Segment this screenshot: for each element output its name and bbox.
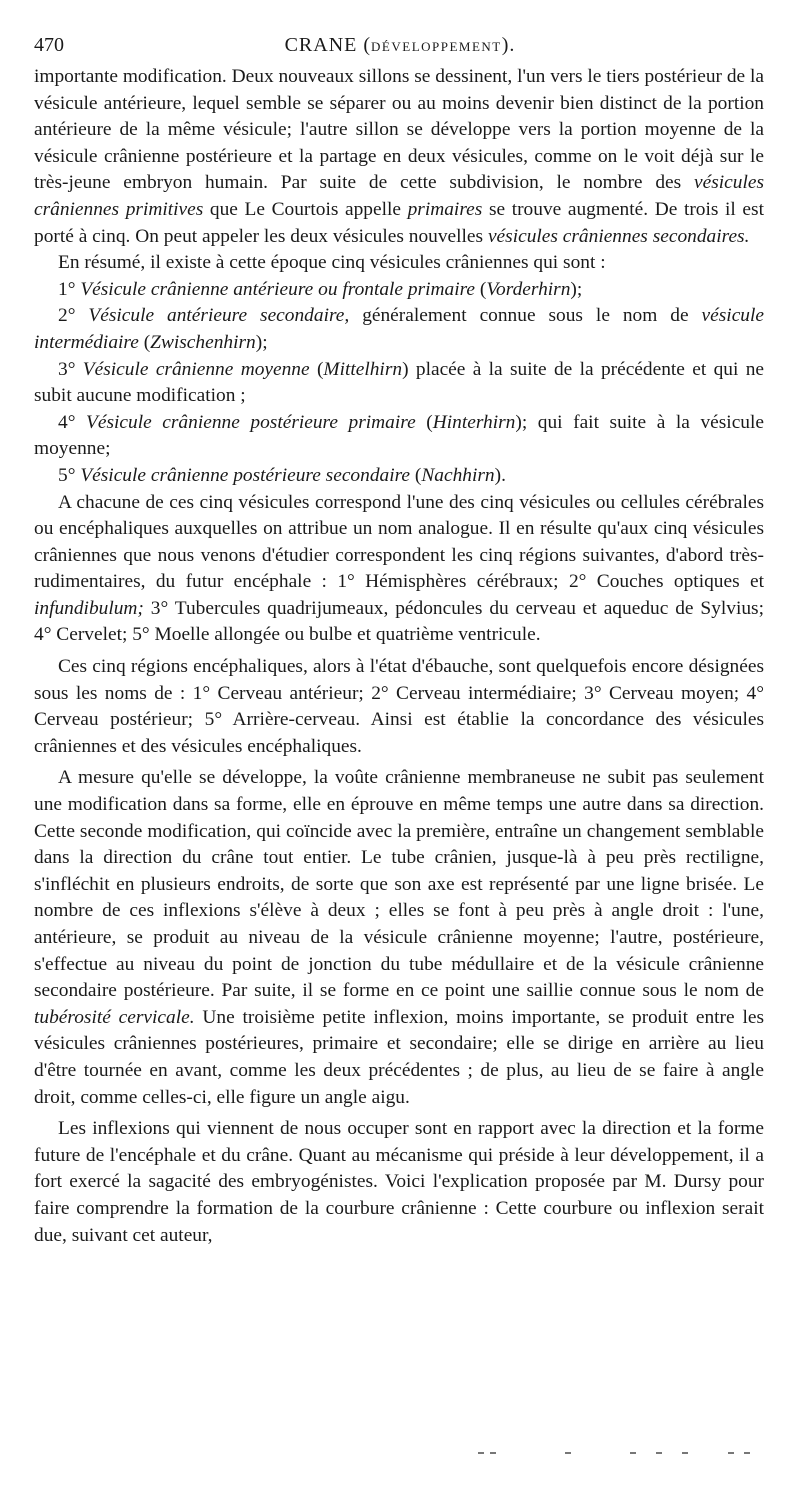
text-run: ; qui fait suite à la vésicule moyenne; bbox=[34, 411, 764, 460]
text-run: ; bbox=[576, 278, 583, 300]
page-number: 470 bbox=[34, 34, 64, 56]
print-mark bbox=[630, 1452, 636, 1454]
running-title bbox=[34, 30, 766, 62]
list-number: 4° bbox=[58, 411, 76, 433]
text-run: ; bbox=[262, 331, 268, 353]
vesicle-name: Vésicule antérieure secondaire, bbox=[88, 305, 350, 327]
list-number: 3° bbox=[58, 358, 76, 380]
term-primaires: primaires bbox=[407, 198, 483, 220]
print-marks bbox=[470, 1452, 790, 1456]
term-infundibulum: infundibulum; bbox=[34, 597, 144, 619]
print-mark bbox=[744, 1452, 750, 1454]
text-run: se trouve augmenté. De trois il est porté à cinq. On peut appeler les deux vésicules nouvelles bbox=[34, 198, 764, 247]
list-item-5: 5° Vésicule crânienne postérieure secondaire (Nachhirn). bbox=[58, 464, 506, 486]
german-term: Vorderhirn bbox=[486, 278, 571, 300]
text-run: A chacune de ces cinq vésicules correspond l'une des cinq vésicules ou cellules cérébrales ou encéphaliques auxquelles on attribue un nom analogue. Il en résulte qu'aux cinq vésicules crâniennes que nous venons d'étudier correspondent les cinq régions suivantes, d'abord très-rudimentaires, du futur encéphale : 1° Hémisphères cérébraux; 2° Couches optiques et bbox=[34, 491, 764, 593]
paragraph-inflexions bbox=[34, 765, 764, 1111]
term-secondary-vesicles: vésicules crâniennes secondaires. bbox=[487, 225, 750, 247]
text-run: . bbox=[501, 464, 506, 486]
list-number: 2° bbox=[58, 305, 76, 327]
list-number: 1° bbox=[58, 278, 76, 300]
vesicle-name: Vésicule crânienne postérieure secondaire bbox=[80, 464, 411, 486]
print-mark bbox=[682, 1452, 688, 1454]
running-header bbox=[34, 30, 766, 60]
german-term: Nachhirn bbox=[421, 464, 495, 486]
body-text bbox=[34, 64, 764, 1249]
paragraph-subdivision bbox=[34, 64, 764, 250]
running-title-main: CRANE ( bbox=[284, 34, 372, 56]
paragraph-summary: En résumé, il existe à cette époque cinq vésicules crâniennes qui sont : bbox=[58, 252, 606, 274]
list-item-2: 2° Vésicule antérieure secondaire, généralement connue sous le nom de vésicule intermédiaire (Zwischenhirn); bbox=[34, 305, 764, 353]
term-tuberosite-cervicale: tubérosité cervicale. bbox=[34, 1006, 195, 1028]
list-number: 5° bbox=[58, 464, 76, 486]
print-mark bbox=[490, 1452, 496, 1454]
text-run: Une troisième petite inflexion, moins importante, se produit entre les vésicules crâniennes postérieures, primaire et secondaire; elle se dirige en arrière au lieu d'être tournée en avant, comme les deux précédentes ; de plus, au lieu de se faire à angle droit, comme celles-ci, elle figure un angle aigu. bbox=[34, 1006, 764, 1108]
text-run: A mesure qu'elle se développe, la voûte crânienne membraneuse ne subit pas seulement une modification dans sa forme, elle en éprouve en même temps une autre dans sa direction. Cette seconde modification, qui coïncide avec la première, entraîne un changement semblable dans la direction du crâne tout entier. Le tube crânien, jusque-là à peu près rectiligne, s'infléchit en plusieurs endroits, de sorte que son axe est représenté par une ligne brisée. Le nombre de ces inflexions s'élève à deux ; elles se font à peu près à angle droit : l'une, antérieure, se produit au niveau de la vésicule crânienne moyenne; l'autre, postérieure, s'effectue au niveau du point de jonction du tube médullaire et de la vésicule crânienne secondaire postérieure. Par suite, il se forme en ce point une saillie connue sous le nom de bbox=[34, 767, 764, 1002]
running-title-subject: DÉVELOPPEMENT bbox=[371, 39, 502, 54]
list-item-3: 3° Vésicule crânienne moyenne (Mittelhirn) placée à la suite de la précédente et qui ne subit aucune modification ; bbox=[34, 358, 764, 407]
paragraph-correspondence bbox=[34, 490, 764, 650]
text-run: que Le Courtois appelle bbox=[209, 198, 401, 220]
german-term: Hinterhirn bbox=[432, 411, 516, 433]
print-mark bbox=[728, 1452, 734, 1454]
german-term: Mittelhirn bbox=[323, 358, 403, 380]
text-run: importante modification. Deux nouveaux sillons se dessinent, l'un vers le tiers postérieur de la vésicule antérieure, lequel semble se séparer ou au moins devenir bien distinct de la portion antérieure de la même vésicule; l'autre sillon se développe vers la portion moyenne de la vésicule crânienne postérieure et la partage en deux vésicules, comme on le voit déjà sur le très-jeune embryon humain. Par suite de cette subdivision, le nombre des bbox=[34, 66, 764, 194]
print-mark bbox=[565, 1452, 571, 1454]
list-item-4: 4° Vésicule crânienne postérieure primaire (Hinterhirn); qui fait suite à la vésicule moyenne; bbox=[34, 411, 764, 460]
vesicle-name: Vésicule crânienne moyenne bbox=[82, 358, 310, 380]
print-mark bbox=[478, 1452, 484, 1454]
list-item-1: 1° Vésicule crânienne antérieure ou frontale primaire (Vorderhirn); bbox=[58, 278, 583, 300]
term-primitive-vesicles: vésicules crâniennes primitives bbox=[34, 172, 764, 220]
vesicle-alt-name: vésicule intermédiaire bbox=[34, 305, 764, 353]
german-term: Zwischenhirn bbox=[150, 331, 256, 353]
running-title-end: ). bbox=[501, 34, 516, 56]
paragraph-brain-regions: Ces cinq régions encéphaliques, alors à l'état d'ébauche, sont quelquefois encore désignées sous les noms de : 1° Cerveau antérieur; 2° Cerveau intermédiaire; 3° Cerveau moyen; 4° Cerveau postérieur; 5° Arrière-cerveau. Ainsi est établie la concordance des vésicules crâniennes et des vésicules encéphaliques. bbox=[34, 656, 764, 757]
text-run: 3° Tubercules quadrijumeaux, pédoncules du cerveau et aqueduc de Sylvius; 4° Cervelet; 5° Moelle allongée ou bulbe et quatrième ventricule. bbox=[34, 597, 764, 646]
paragraph-dursy: Les inflexions qui viennent de nous occuper sont en rapport avec la direction et la forme future de l'encéphale et du crâne. Quant au mécanisme qui préside à leur développement, il a fort exercé la sagacité des embryogénistes. Voici l'explication proposée par M. Dursy pour faire comprendre la formation de la courbure crânienne : Cette courbure ou inflexion serait due, suivant cet auteur, bbox=[34, 1118, 764, 1246]
vesicle-name: Vésicule crânienne postérieure primaire bbox=[86, 411, 416, 433]
vesicle-name: Vésicule crânienne antérieure ou frontale primaire bbox=[80, 278, 476, 300]
print-mark bbox=[656, 1452, 662, 1454]
text-run: généralement connue sous le nom de bbox=[362, 305, 689, 327]
text-run: placée à la suite de la précédente et qui ne subit aucune modification ; bbox=[34, 358, 764, 407]
